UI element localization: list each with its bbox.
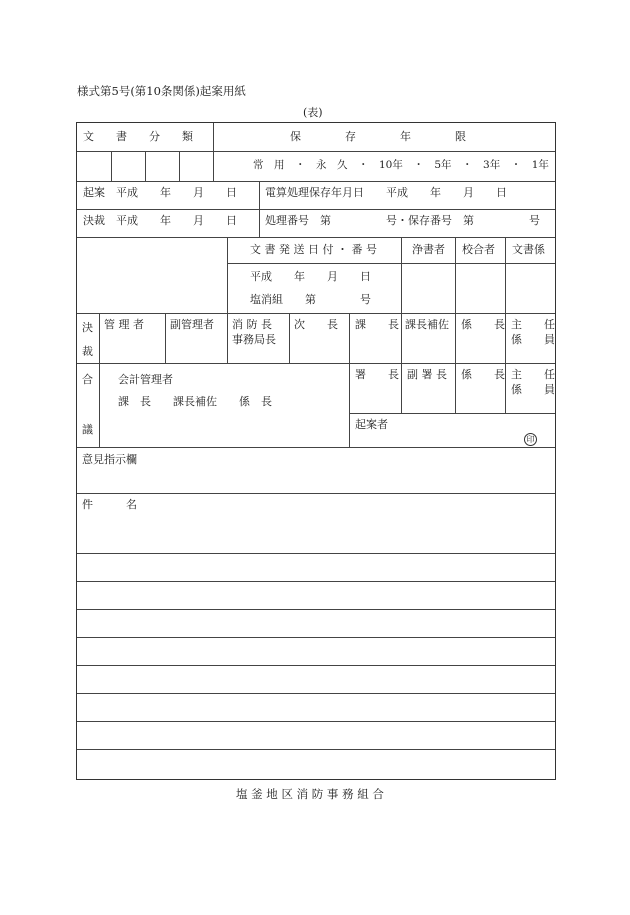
seal-icon: 印 bbox=[524, 433, 537, 446]
opinion-label: 意見指示欄 bbox=[82, 453, 137, 466]
subsection-chief-label: 係 長 bbox=[461, 368, 505, 381]
row-rule bbox=[77, 665, 555, 666]
col-rule bbox=[401, 313, 402, 413]
col-rule bbox=[227, 237, 228, 313]
accounting-manager-label: 会計管理者 bbox=[118, 373, 173, 386]
dispatch-label: 文 書 発 送 日 付 ・ 番 号 bbox=[250, 243, 377, 256]
row-rule bbox=[77, 447, 555, 448]
fair-copy-label: 浄書者 bbox=[412, 243, 445, 256]
row-rule bbox=[77, 181, 555, 182]
approval-label: 裁 bbox=[82, 345, 93, 358]
col-rule bbox=[145, 151, 146, 181]
manager-label: 管 理 者 bbox=[104, 318, 144, 331]
col-rule bbox=[213, 123, 214, 181]
col-rule bbox=[401, 237, 402, 313]
proofreader-label: 校合者 bbox=[462, 243, 495, 256]
row-rule bbox=[349, 413, 555, 414]
fire-chief-label: 消 防 長 bbox=[232, 318, 272, 331]
col-rule bbox=[505, 313, 506, 413]
senior-staff-label: 係 員 bbox=[511, 383, 555, 396]
classification-label: 文 書 分 類 bbox=[83, 130, 193, 143]
section-chief-label: 課 長 bbox=[355, 318, 399, 331]
deputy-chief-label: 次 長 bbox=[294, 318, 338, 331]
electronic-storage-date[interactable]: 電算処理保存年月日 平成 年 月 日 bbox=[265, 186, 507, 199]
retention-label: 保 存 年 限 bbox=[290, 130, 466, 143]
deputy-station-chief-label: 副 署 長 bbox=[407, 368, 447, 381]
approval-label: 決 bbox=[82, 321, 93, 334]
col-rule bbox=[259, 181, 260, 237]
col-rule bbox=[165, 313, 166, 363]
row-rule bbox=[77, 553, 555, 554]
col-rule bbox=[289, 313, 290, 363]
decided-date[interactable]: 決裁 平成 年 月 日 bbox=[83, 214, 237, 227]
side-label: (表) bbox=[303, 106, 323, 119]
senior-staff-label: 係 員 bbox=[511, 333, 555, 346]
senior-staff-label: 主 任 bbox=[511, 318, 555, 331]
station-chief-label: 署 長 bbox=[355, 368, 399, 381]
deputy-manager-label: 副管理者 bbox=[170, 318, 214, 331]
row-rule bbox=[77, 749, 555, 750]
col-rule bbox=[111, 151, 112, 181]
col-rule bbox=[179, 151, 180, 181]
accounting-roles-label: 課 長 課長補佐 係 長 bbox=[118, 395, 272, 408]
row-rule bbox=[77, 493, 555, 494]
drafted-date[interactable]: 起案 平成 年 月 日 bbox=[83, 186, 237, 199]
dispatch-number[interactable]: 塩消組 第 号 bbox=[250, 293, 371, 306]
col-rule bbox=[227, 313, 228, 363]
assistant-section-chief-label: 課長補佐 bbox=[405, 318, 449, 331]
row-rule bbox=[77, 209, 555, 210]
retention-options[interactable]: 常 用 ・ 永 久 ・ 10年 ・ 5年 ・ 3年 ・ 1年 bbox=[253, 159, 549, 171]
document-clerk-label: 文書係 bbox=[512, 243, 545, 256]
row-rule bbox=[77, 237, 555, 238]
fire-chief-label: 事務局長 bbox=[232, 333, 276, 346]
row-rule bbox=[77, 363, 555, 364]
senior-staff-label: 主 任 bbox=[511, 368, 555, 381]
consultation-label: 合 bbox=[82, 373, 93, 386]
col-rule bbox=[455, 313, 456, 413]
processing-number[interactable]: 処理番号 第 号・保存番号 第 号 bbox=[265, 214, 540, 227]
row-rule bbox=[77, 581, 555, 582]
row-rule bbox=[77, 637, 555, 638]
col-rule bbox=[455, 237, 456, 313]
dispatch-date[interactable]: 平成 年 月 日 bbox=[250, 270, 371, 283]
row-rule bbox=[77, 151, 555, 152]
col-rule bbox=[349, 313, 350, 447]
consultation-label: 議 bbox=[82, 423, 93, 436]
col-rule bbox=[505, 237, 506, 313]
subject-label: 件 名 bbox=[82, 498, 137, 511]
form-title: 様式第5号(第10条関係)起案用紙 bbox=[77, 84, 246, 98]
row-rule bbox=[77, 609, 555, 610]
organization-name: 塩 釜 地 区 消 防 事 務 組 合 bbox=[236, 787, 384, 801]
subsection-chief-label: 係 長 bbox=[461, 318, 505, 331]
row-rule bbox=[77, 693, 555, 694]
row-rule bbox=[77, 313, 555, 314]
drafter-label: 起案者 bbox=[355, 418, 388, 431]
row-rule bbox=[77, 721, 555, 722]
col-rule bbox=[99, 313, 100, 447]
